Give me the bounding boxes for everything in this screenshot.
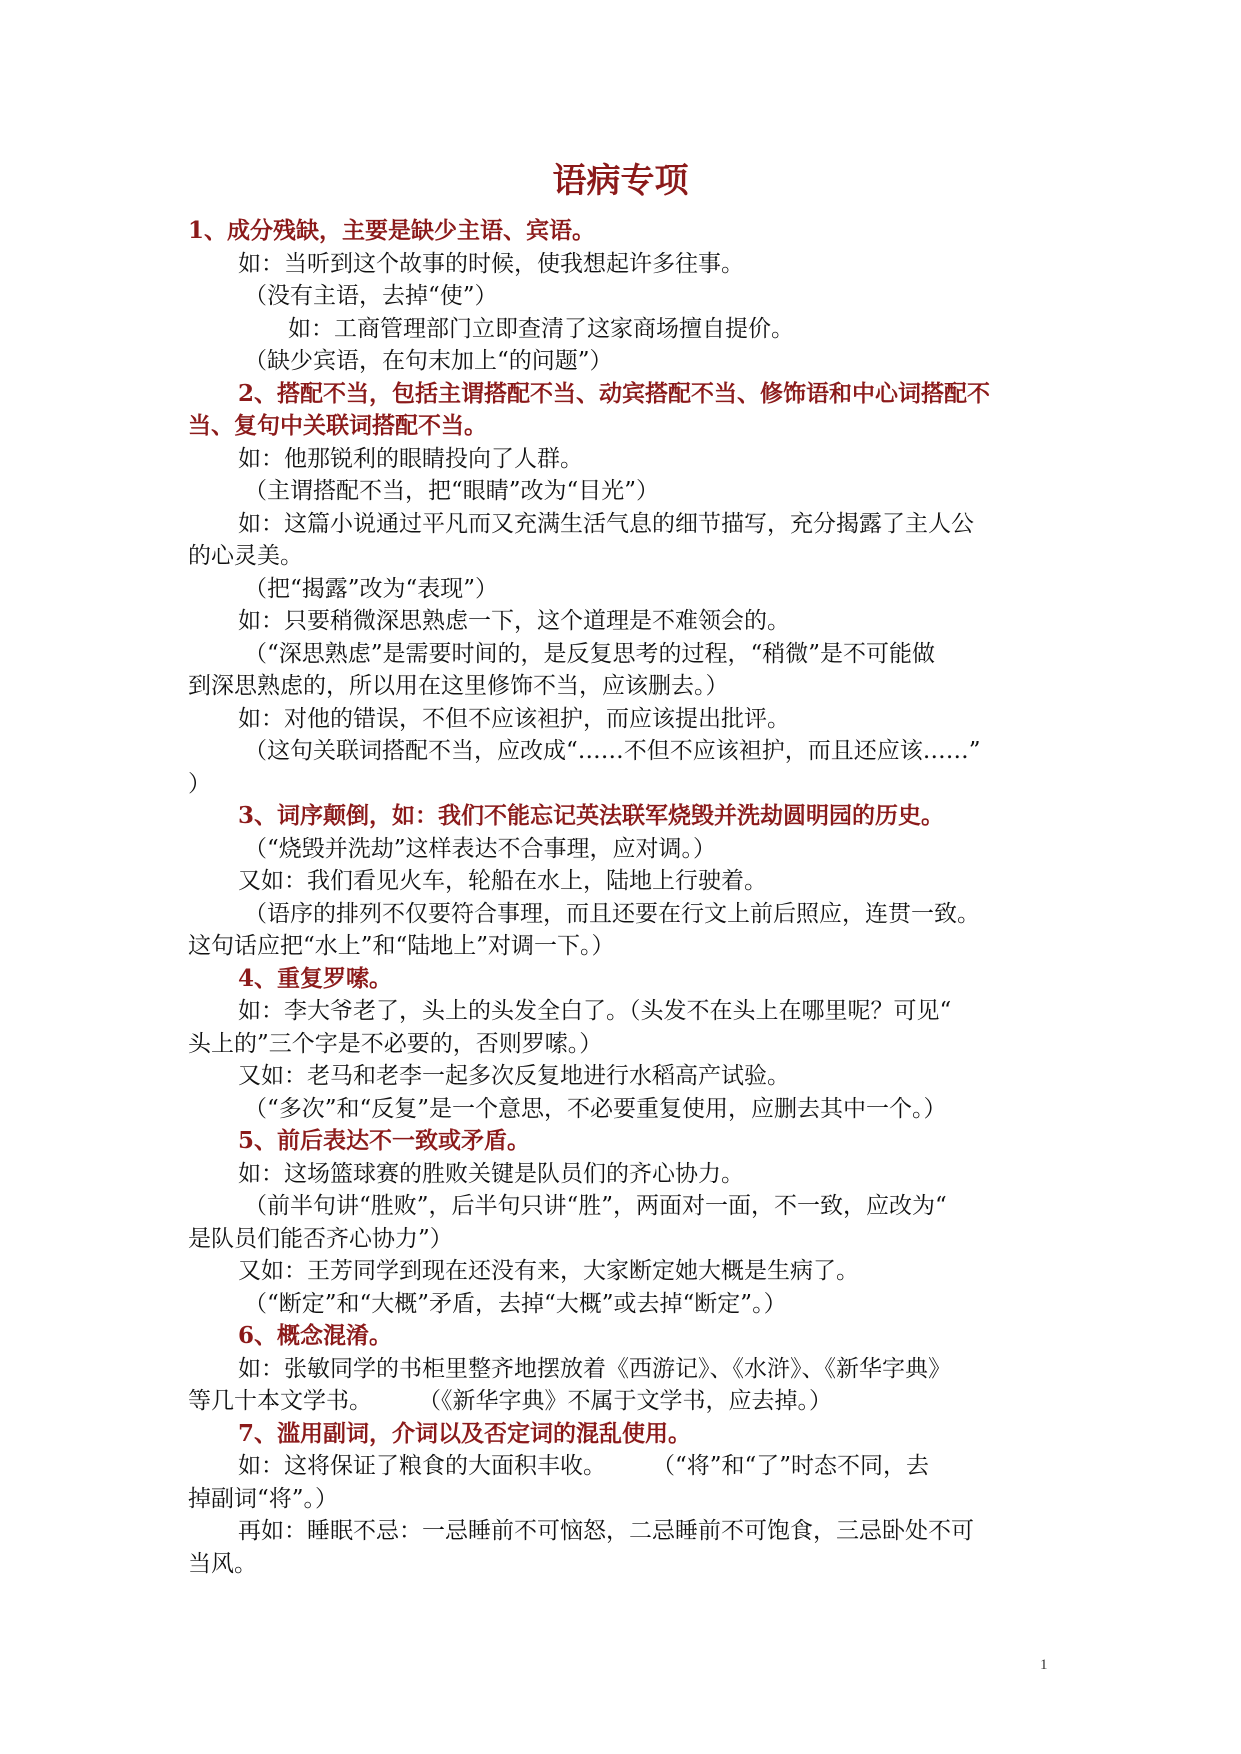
section-heading-line: 1、成分残缺，主要是缺少主语、宾语。: [188, 217, 596, 244]
body-text-line: （“断定”和“大概”矛盾，去掉“大概”或去掉“断定”。）: [244, 1290, 787, 1317]
body-text-line: 等几十本文学书。 （《新华字典》不属于文学书，应去掉。）: [188, 1388, 832, 1414]
document-body: [188, 215, 1060, 1580]
section-heading-line: 5、前后表达不一致或矛盾。: [238, 1127, 531, 1154]
body-text-line: 如：当听到这个故事的时候，使我想起许多往事。: [238, 250, 744, 277]
body-text-line: 如：工商管理部门立即查清了这家商场擅自提价。: [288, 315, 794, 342]
body-text-line: （缺少宾语，在句末加上“的问题”）: [244, 348, 613, 374]
section-heading-line: 6、概念混淆。: [238, 1322, 393, 1349]
page-title: 语病专项: [552, 161, 689, 201]
body-text-line: 又如：老马和老李一起多次反复地进行水稻高产试验。: [238, 1063, 790, 1089]
body-text-line: 如：李大爷老了，头上的头发全白了。（头发不在头上在哪里呢？可见“: [238, 998, 952, 1024]
body-text-line: （语序的排列不仅要符合事理，而且还要在行文上前后照应，连贯一致。: [244, 900, 980, 927]
body-text-line: （“多次”和“反复”是一个意思，不必要重复使用，应删去其中一个。）: [244, 1095, 947, 1122]
body-text-line: 是队员们能否齐心协力”）: [188, 1225, 453, 1252]
section-heading-line: 4、重复罗嗦。: [238, 964, 393, 992]
section-heading-line: 当、复句中关联词搭配不当。: [188, 412, 487, 439]
body-text-line: （“烧毁并洗劫”这样表达不合事理，应对调。）: [244, 835, 717, 862]
body-text-line: 又如：王芳同学到现在还没有来，大家断定她大概是生病了。: [238, 1258, 859, 1284]
body-text-line: 的心灵美。: [188, 543, 303, 569]
section-heading-line: 2、搭配不当，包括主谓搭配不当、动宾搭配不当、修饰语和中心词搭配不: [238, 379, 991, 407]
body-text-line: 如：张敏同学的书柜里整齐地摆放着《西游记》、《水浒》、《新华字典》: [238, 1355, 951, 1382]
body-text-line: （没有主语，去掉“使”）: [244, 283, 498, 309]
body-text-line: 再如：睡眠不忌：一忌睡前不可恼怒，二忌睡前不可饱食，三忌卧处不可: [238, 1518, 974, 1544]
body-text-line: 掉副词“将”。）: [188, 1485, 339, 1512]
body-text-line: 到深思熟虑的，所以用在这里修饰不当，应该删去。）: [188, 673, 729, 699]
body-text-line: （“深思熟虑”是需要时间的，是反复思考的过程，“稍微”是不可能做: [244, 640, 936, 667]
body-text-line: （这句关联词搭配不当，应改成“……不但不应该袒护，而且还应该……”: [244, 738, 981, 764]
body-text-line: 如：只要稍微深思熟虑一下，这个道理是不难领会的。: [238, 608, 790, 634]
body-text-line: 如：这将保证了粮食的大面积丰收。 （“将”和“了”时态不同，去: [238, 1453, 930, 1479]
body-text-line: （主谓搭配不当，把“眼睛”改为“目光”）: [244, 478, 660, 504]
body-text-line: 如：这场篮球赛的胜败关键是队员们的齐心协力。: [238, 1160, 744, 1187]
body-text-line: 如：这篇小说通过平凡而又充满生活气息的细节描写，充分揭露了主人公: [238, 510, 974, 537]
body-text-line: ）: [188, 770, 211, 797]
body-text-line: 这句话应把“水上”和“陆地上”对调一下。）: [188, 933, 615, 959]
body-text-line: （把“揭露”改为“表现”）: [244, 575, 499, 602]
body-text-line: 如：他那锐利的眼睛投向了人群。: [238, 445, 583, 472]
section-heading-line: 3、词序颠倒，如：我们不能忘记英法联军烧毁并洗劫圆明园的历史。: [238, 802, 945, 829]
body-text-line: 又如：我们看见火车，轮船在水上，陆地上行驶着。: [238, 868, 767, 894]
body-text-line: 如：对他的错误，不但不应该袒护，而应该提出批评。: [238, 705, 790, 732]
section-heading-line: 7、滥用副词，介词以及否定词的混乱使用。: [238, 1419, 692, 1447]
body-text-line: 当风。: [188, 1550, 257, 1577]
body-text-line: 头上的”三个字是不必要的，否则罗嗦。）: [188, 1030, 603, 1057]
page-number: 1: [1040, 1657, 1048, 1673]
body-text-line: （前半句讲“胜败”，后半句只讲“胜”，两面对一面，不一致，应改为“: [244, 1193, 947, 1219]
